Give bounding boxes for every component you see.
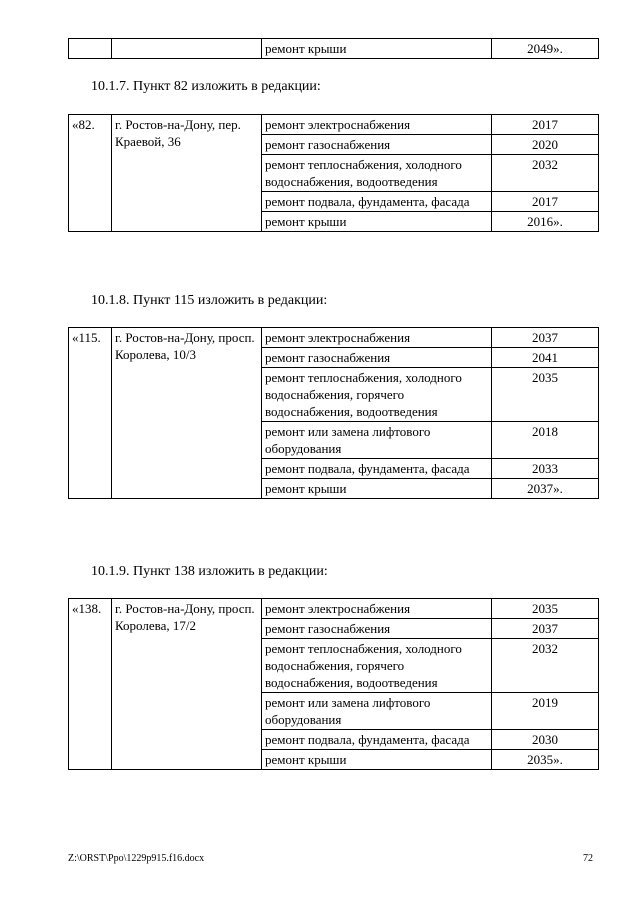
- work-cell: ремонт или замена лифтового оборудования: [262, 693, 492, 730]
- address-cell: г. Ростов-на-Дону, просп. Королева, 10/3: [112, 328, 262, 499]
- work-cell: ремонт электроснабжения: [262, 599, 492, 619]
- year-cell: 2041: [492, 348, 599, 368]
- table-row: [69, 328, 599, 348]
- year-cell: 2032: [492, 155, 599, 192]
- address-cell: г. Ростов-на-Дону, просп. Королева, 17/2: [112, 599, 262, 770]
- work-cell: ремонт газоснабжения: [262, 348, 492, 368]
- number-cell: [69, 39, 112, 59]
- year-cell: 2035: [492, 599, 599, 619]
- page-number: 72: [583, 853, 593, 864]
- year-cell: 2037: [492, 619, 599, 639]
- work-cell: ремонт теплоснабжения, холодного водоснабжения, водоотведения: [262, 155, 492, 192]
- top-fragment-table: [68, 38, 599, 59]
- work-cell: ремонт теплоснабжения, холодного водоснабжения, горячего водоснабжения, водоотведения: [262, 368, 492, 422]
- section-table: [68, 598, 599, 770]
- table-row: [69, 599, 599, 619]
- work-cell: ремонт электроснабжения: [262, 328, 492, 348]
- year-cell: 2020: [492, 135, 599, 155]
- work-cell: ремонт крыши: [262, 212, 492, 232]
- address-cell: [112, 39, 262, 59]
- year-cell: 2017: [492, 192, 599, 212]
- section-table: [68, 327, 599, 499]
- year-cell: 2032: [492, 639, 599, 693]
- section-heading: 10.1.8. Пункт 115 изложить в редакции:: [91, 293, 328, 308]
- number-cell: «138.: [69, 599, 112, 770]
- work-cell: ремонт газоснабжения: [262, 619, 492, 639]
- table-row: [69, 39, 599, 59]
- year-cell: 2033: [492, 459, 599, 479]
- work-cell: ремонт крыши: [262, 750, 492, 770]
- section-heading: 10.1.7. Пункт 82 изложить в редакции:: [91, 79, 321, 94]
- year-cell: 2037».: [492, 479, 599, 499]
- year-cell: 2035».: [492, 750, 599, 770]
- year-cell: 2017: [492, 115, 599, 135]
- year-cell: 2035: [492, 368, 599, 422]
- number-cell: «115.: [69, 328, 112, 499]
- work-cell: ремонт крыши: [262, 39, 492, 59]
- work-cell: ремонт газоснабжения: [262, 135, 492, 155]
- work-cell: ремонт или замена лифтового оборудования: [262, 422, 492, 459]
- year-cell: 2016».: [492, 212, 599, 232]
- year-cell: 2018: [492, 422, 599, 459]
- address-cell: г. Ростов-на-Дону, пер. Краевой, 36: [112, 115, 262, 232]
- section-table: [68, 114, 599, 232]
- work-cell: ремонт подвала, фундамента, фасада: [262, 730, 492, 750]
- number-cell: «82.: [69, 115, 112, 232]
- year-cell: 2049».: [492, 39, 599, 59]
- work-cell: ремонт подвала, фундамента, фасада: [262, 192, 492, 212]
- work-cell: ремонт подвала, фундамента, фасада: [262, 459, 492, 479]
- work-cell: ремонт теплоснабжения, холодного водоснабжения, горячего водоснабжения, водоотведения: [262, 639, 492, 693]
- table-row: [69, 115, 599, 135]
- year-cell: 2019: [492, 693, 599, 730]
- year-cell: 2030: [492, 730, 599, 750]
- section-heading: 10.1.9. Пункт 138 изложить в редакции:: [91, 564, 328, 579]
- footer-file-path: Z:\ORST\Ppo\1229p915.f16.docx: [68, 853, 205, 864]
- year-cell: 2037: [492, 328, 599, 348]
- work-cell: ремонт крыши: [262, 479, 492, 499]
- work-cell: ремонт электроснабжения: [262, 115, 492, 135]
